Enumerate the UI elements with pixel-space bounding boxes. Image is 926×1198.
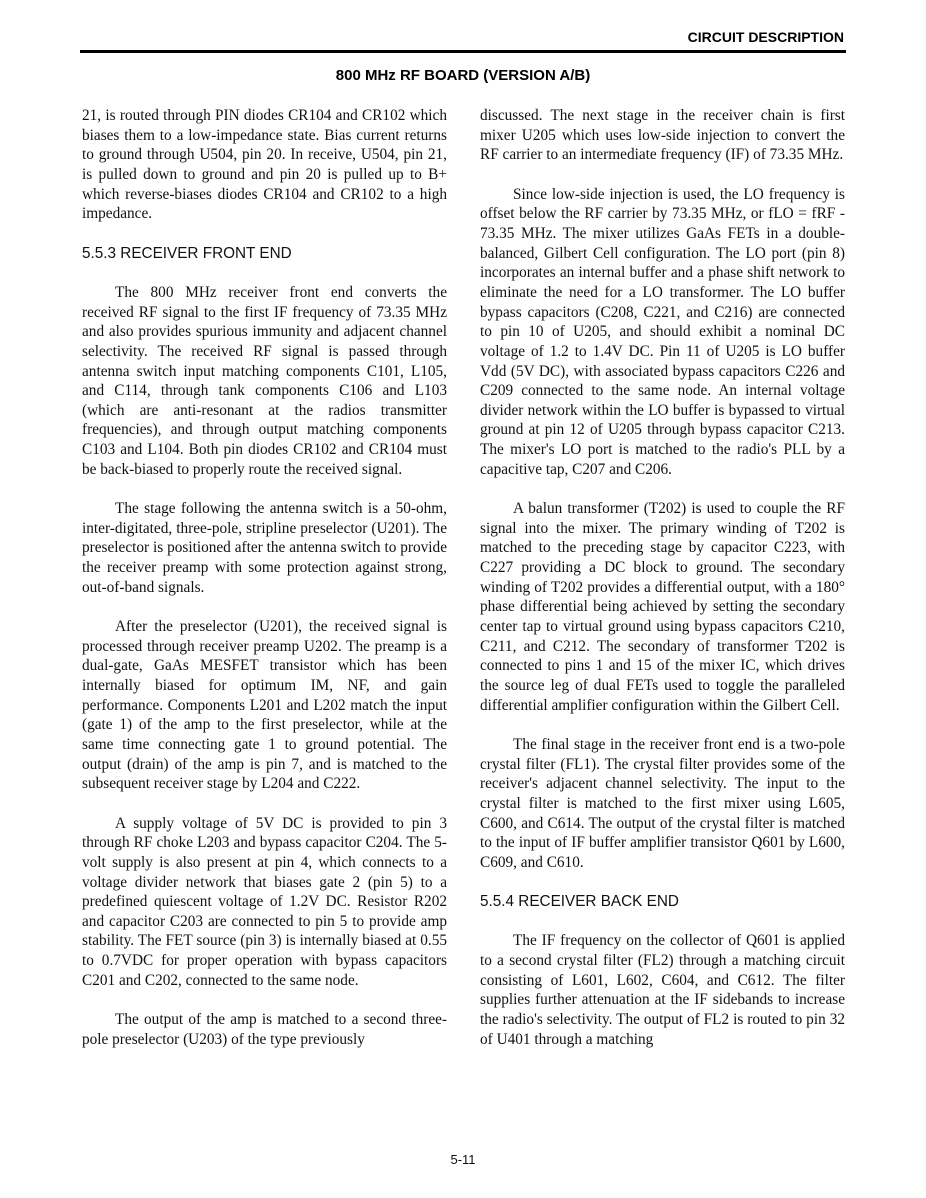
page-number: 5-11 xyxy=(450,1152,476,1167)
paragraph: A supply voltage of 5V DC is provided to pin 3 through RF choke L203 and bypass capacitor C204. The 5-volt supply is also present at pin 4, which connects to a voltage divider network that biases gate 2 (pin 5) to a predefined quiescent voltage of 1.2V DC. Resistor R202 and capacitor C203 are connected to pin 5 to provide amp stability. The FET source (pin 3) is internally biased at 0.55 to 0.7VDC for proper operation with bypass capacitors C201 and C202, connected to the same node. xyxy=(82,814,447,989)
header-rule xyxy=(80,50,846,53)
paragraph: The stage following the antenna switch is a 50-ohm, inter-digitated, three-pole, stripline preselector (U201). The preselector is positioned after the antenna switch to provide the receiver preamp with some protection against strong, out-of-band signals. xyxy=(82,500,447,596)
paragraph: 21, is routed through PIN diodes CR104 and CR102 which biases them to a low-impedance state. Bias current returns to ground through U504, pin 20. In receive, U504, pin 21, is pulled down to ground and pin 20 is pulled up to B+ which reverse-biases diodes CR104 and CR102 to a high impedance. xyxy=(82,107,447,223)
paragraph: The IF frequency on the collector of Q601 is applied to a second crystal filter (FL2) through a matching circuit consisting of L601, L602, C604, and C612. The filter supplies further attenuation at the IF sidebands to increase the radio's selectivity. The output of FL2 is routed to pin 32 of U401 through a matching xyxy=(480,932,845,1048)
paragraph: After the preselector (U201), the received signal is processed through receiver preamp U202. The preamp is a dual-gate, GaAs MESFET transistor which has been internally biased for optimum IM, NF, and gain performance. Components L201 and L202 match the input (gate 1) of the amp to the first preselector, while at the same time connecting gate 1 to ground potential. The output (drain) of the amp is pin 7, and is matched to the subsequent receiver stage by L204 and C222. xyxy=(82,618,447,793)
left-column xyxy=(82,106,447,1069)
paragraph: The output of the amp is matched to a second three-pole preselector (U203) of the type previously xyxy=(82,1011,447,1048)
heading-receiver-front-end: 5.5.3 RECEIVER FRONT END xyxy=(82,244,292,262)
paragraph: The final stage in the receiver front end is a two-pole crystal filter (FL1). The crystal filter provides some of the receiver's adjacent channel selectivity. The input to the crystal filter is matched to the first mixer using L605, C600, and C614. The output of the crystal filter is matched to the input of IF buffer amplifier transistor Q601 by L600, C609, and C610. xyxy=(480,735,845,871)
section-title: 800 MHz RF BOARD (VERSION A/B) xyxy=(335,67,591,84)
right-column xyxy=(480,106,845,1069)
paragraph: discussed. The next stage in the receiver chain is first mixer U205 which uses low-side injection to convert the RF carrier to an intermediate frequency (IF) of 73.35 MHz. xyxy=(480,107,845,164)
paragraph: A balun transformer (T202) is used to couple the RF signal into the mixer. The primary winding of T202 is matched to the preceding stage by capacitor C223, with C227 providing a DC block to ground. The secondary winding of T202 provides a differential output, with a 180° phase differential being achieved by setting the secondary center tap to virtual ground using bypass capacitors C210, C211, and C212. The secondary of transformer T202 is connected to pins 1 and 15 of the mixer IC, which drives the source leg of dual FETs used to toggle the paralleled differential amplifier configuration within the Gilbert Cell. xyxy=(480,500,845,714)
header-title: CIRCUIT DESCRIPTION xyxy=(687,29,844,45)
heading-receiver-back-end: 5.5.4 RECEIVER BACK END xyxy=(480,893,679,911)
paragraph: Since low-side injection is used, the LO frequency is offset below the RF carrier by 73.35 MHz, or fLO = fRF - 73.35 MHz. The mixer utilizes GaAs FETs in a double-balanced, Gilbert Cell configuration. The LO port (pin 8) incorporates an internal buffer and a phase shift network to eliminate the need for a LO transformer. The LO buffer bypass capacitors (C208, C221, and C216) are connected to pin 10 of U205, and should exhibit a nominal DC voltage of 1.2 to 1.4V DC. Pin 11 of U205 is LO buffer Vdd (5V DC), with associated bypass capacitors C226 and C209 connected to the same node. An internal voltage divider network within the LO buffer is bypassed to virtual ground at pin 12 of U205 through bypass capacitor C213. The mixer's LO port is matched to the radio's PLL by a capacitive tap, C207 and C206. xyxy=(480,185,845,478)
paragraph: The 800 MHz receiver front end converts the received RF signal to the first IF frequency of 73.35 MHz and also provides spurious immunity and adjacent channel selectivity. The received RF signal is passed through antenna switch input matching components C101, L105, and C114, through tank components C106 and L103 (which are anti-resonant at the radios transmitter frequencies), and through output matching components C103 and L104. Both pin diodes CR102 and CR104 must be back-biased to properly route the received signal. xyxy=(82,283,447,478)
